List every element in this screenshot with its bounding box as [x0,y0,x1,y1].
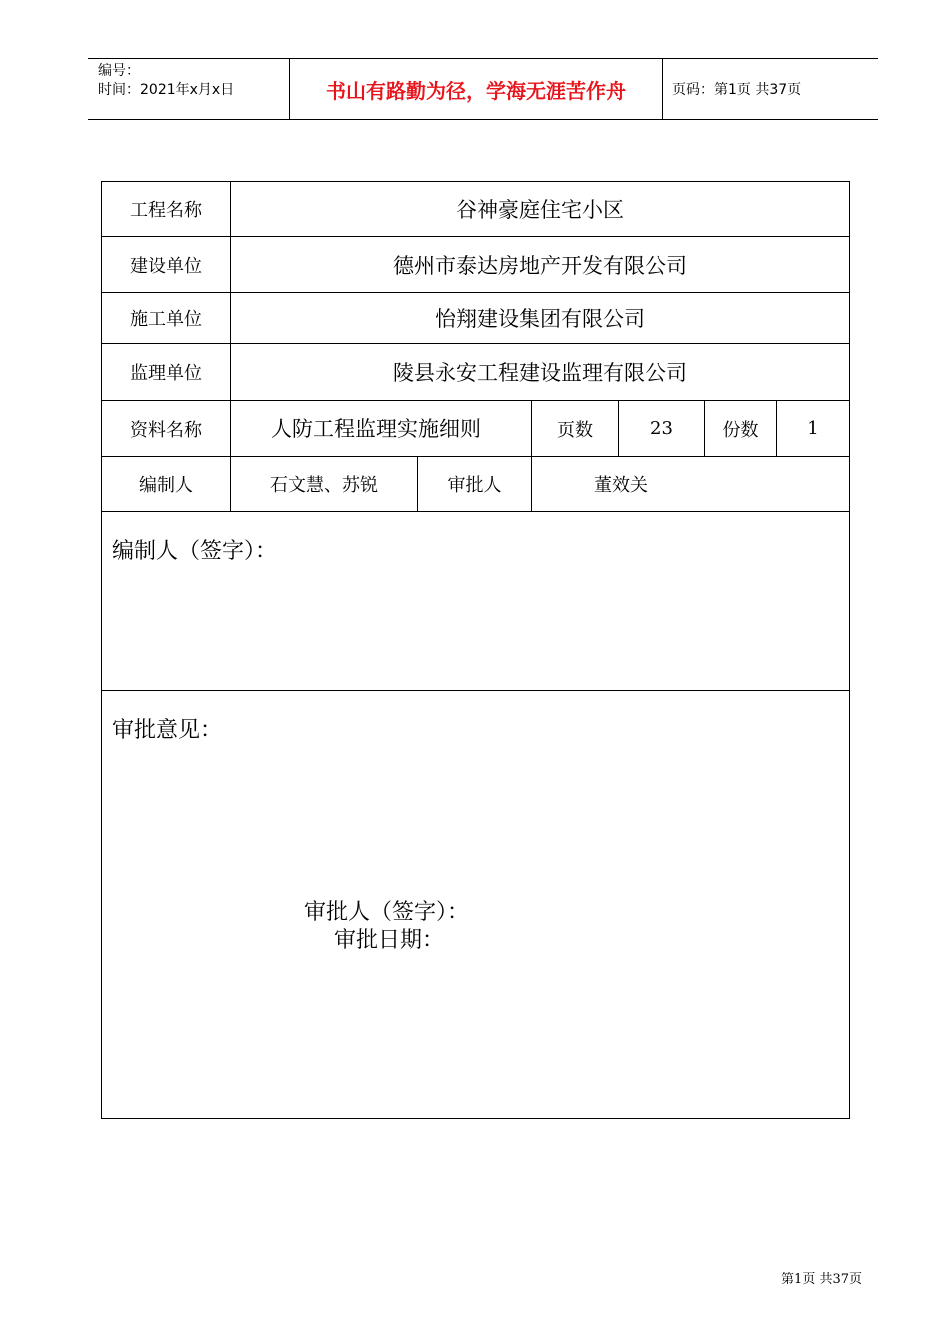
compiler-value: 石文慧、苏锐 [231,457,418,512]
contractor-value: 怡翔建设集团有限公司 [231,293,850,344]
header-motto: 书山有路勤为径，学海无涯苦作舟 [326,78,626,103]
header-divider [662,59,663,119]
document-time: 时间：2021年x月x日 [98,82,235,98]
approver-value: 董效关 [532,457,850,512]
table-row [102,344,850,401]
approval-box [102,691,850,1119]
copies-label: 份数 [705,401,777,457]
table-row [102,293,850,344]
table-row [102,691,850,1119]
approver-label: 审批人 [418,457,532,512]
pages-value: 23 [619,401,705,457]
compiler-sign-label: 编制人（签字）： [112,539,278,564]
supervisor-value: 陵县永安工程建设监理有限公司 [231,344,850,401]
supervisor-label: 监理单位 [102,344,231,401]
table-row [102,457,850,512]
header-meta [98,62,234,100]
contractor-label: 施工单位 [102,293,231,344]
approver-sign-label: 审批人（签字）： [304,900,470,925]
approval-date-label: 审批日期： [334,928,445,953]
page-header [88,58,878,120]
page-footer: 第1页 共37页 [781,1272,862,1287]
doc-name-value: 人防工程监理实施细则 [231,401,532,457]
project-info-table [101,181,850,1119]
compiler-sign-box [102,512,850,691]
builder-label: 建设单位 [102,237,231,293]
compiler-label: 编制人 [102,457,231,512]
header-page-number: 页码：第1页 共37页 [672,82,802,98]
table-row [102,237,850,293]
project-name-value: 谷神豪庭住宅小区 [231,182,850,237]
table-row [102,512,850,691]
table-row [102,182,850,237]
builder-value: 德州市泰达房地产开发有限公司 [231,237,850,293]
copies-value: 1 [777,401,850,457]
pages-label: 页数 [532,401,619,457]
document-number-label: 编号： [98,63,140,79]
doc-name-label: 资料名称 [102,401,231,457]
project-name-label: 工程名称 [102,182,231,237]
approval-opinion-label: 审批意见： [112,718,223,743]
table-row [102,401,850,457]
